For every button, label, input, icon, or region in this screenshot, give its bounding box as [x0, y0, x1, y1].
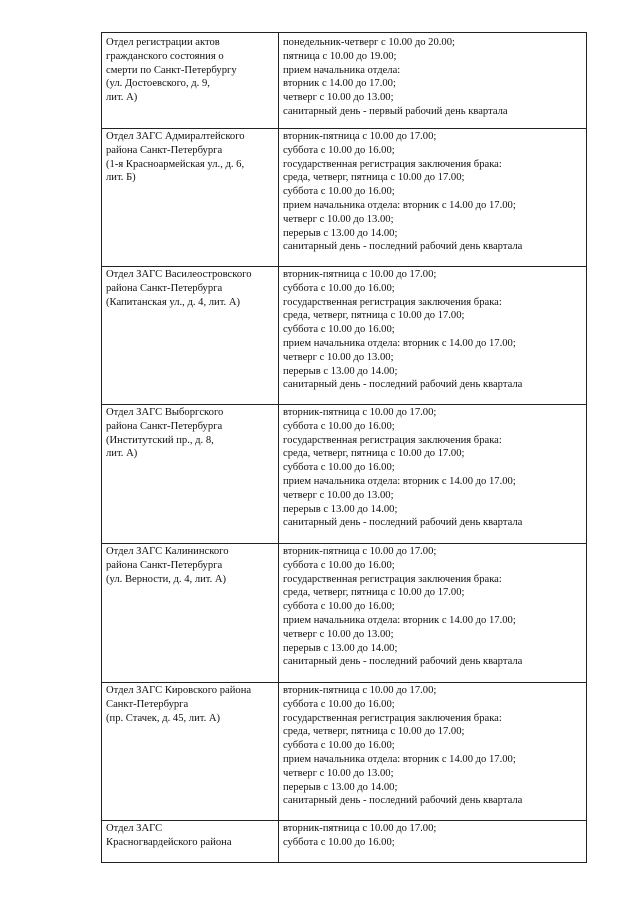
- schedule-line: суббота с 10.00 до 16.00;: [283, 836, 395, 848]
- schedule-line: государственная регистрация заключения брака:: [283, 296, 502, 308]
- office-name-cell: [102, 405, 279, 544]
- office-name-line: района Санкт-Петербурга: [106, 144, 223, 156]
- office-name-line: Отдел регистрации актов: [106, 37, 220, 48]
- office-name-line: лит. Б): [106, 172, 136, 184]
- table-body: [102, 33, 587, 863]
- schedule-line: вторник-пятница с 10.00 до 17.00;: [283, 823, 437, 834]
- schedule-cell: [279, 683, 587, 821]
- office-name-cell: [102, 129, 279, 267]
- schedule-line: понедельник-четверг с 10.00 до 20.00;: [283, 37, 455, 48]
- schedule-line: вторник-пятница с 10.00 до 17.00;: [283, 269, 437, 280]
- schedule-line: прием начальника отдела: вторник с 14.00 до 17.00;: [283, 614, 516, 626]
- office-name-cell: [102, 683, 279, 821]
- schedule-cell: [279, 821, 587, 863]
- schedule-line: перерыв с 13.00 до 14.00;: [283, 227, 398, 239]
- schedule-line: суббота с 10.00 до 16.00;: [283, 144, 395, 156]
- schedule-line: пятница с 10.00 до 19.00;: [283, 50, 397, 62]
- schedule-line: четверг с 10.00 до 13.00;: [283, 767, 394, 779]
- schedule-cell: [279, 267, 587, 405]
- schedule-line: суббота с 10.00 до 16.00;: [283, 698, 395, 710]
- table-row: [102, 129, 587, 267]
- schedule-line: суббота с 10.00 до 16.00;: [283, 420, 395, 432]
- schedule-line: суббота с 10.00 до 16.00;: [283, 559, 395, 571]
- schedule-line: четверг с 10.00 до 13.00;: [283, 351, 394, 363]
- schedule-line: вторник-пятница с 10.00 до 17.00;: [283, 131, 437, 142]
- schedule-line: вторник-пятница с 10.00 до 17.00;: [283, 685, 437, 696]
- schedule-line: санитарный день - последний рабочий день квартала: [283, 656, 523, 668]
- schedule-line: прием начальника отдела: вторник с 14.00 до 17.00;: [283, 199, 516, 211]
- table-row: [102, 33, 587, 129]
- schedule-line: суббота с 10.00 до 16.00;: [283, 740, 395, 752]
- schedule-line: перерыв с 13.00 до 14.00;: [283, 642, 398, 654]
- schedule-cell: [279, 129, 587, 267]
- schedule-line: четверг с 10.00 до 13.00;: [283, 92, 394, 104]
- office-name-line: гражданского состояния о: [106, 50, 224, 62]
- office-name-line: (Капитанская ул., д. 4, лит. А): [106, 296, 241, 308]
- office-name-line: (Институтский пр., д. 8,: [106, 434, 214, 446]
- office-name-line: (ул. Верности, д. 4, лит. А): [106, 573, 227, 585]
- office-name-line: Санкт-Петербурга: [106, 698, 189, 710]
- office-name-line: района Санкт-Петербурга: [106, 559, 223, 571]
- schedule-line: суббота с 10.00 до 16.00;: [283, 601, 395, 613]
- schedule-line: перерыв с 13.00 до 14.00;: [283, 503, 398, 515]
- schedule-line: вторник с 14.00 до 17.00;: [283, 78, 396, 90]
- office-name-cell: [102, 821, 279, 863]
- schedule-line: прием начальника отдела: вторник с 14.00 до 17.00;: [283, 753, 516, 765]
- office-name-line: Отдел ЗАГС Выборгского: [106, 407, 224, 418]
- schedule-line: среда, четверг, пятница с 10.00 до 17.00;: [283, 172, 465, 184]
- office-name-line: Красногвардейского района: [106, 836, 232, 848]
- schedule-line: перерыв с 13.00 до 14.00;: [283, 781, 398, 793]
- schedule-line: среда, четверг, пятница с 10.00 до 17.00;: [283, 310, 465, 322]
- office-name-line: лит. А): [106, 448, 138, 460]
- office-name-line: района Санкт-Петербурга: [106, 420, 223, 432]
- office-name-line: лит. А): [106, 92, 138, 104]
- office-name-line: смерти по Санкт-Петербургу: [106, 64, 237, 76]
- schedule-line: государственная регистрация заключения брака:: [283, 158, 502, 170]
- schedule-line: четверг с 10.00 до 13.00;: [283, 489, 394, 501]
- office-name-line: (пр. Стачек, д. 45, лит. А): [106, 712, 221, 724]
- schedule-line: санитарный день - последний рабочий день квартала: [283, 795, 523, 807]
- schedule-line: четверг с 10.00 до 13.00;: [283, 213, 394, 225]
- office-name-line: Отдел ЗАГС: [106, 823, 163, 834]
- schedule-line: среда, четверг, пятница с 10.00 до 17.00;: [283, 448, 465, 460]
- office-name-line: (ул. Достоевского, д. 9,: [106, 78, 210, 90]
- schedule-line: санитарный день - первый рабочий день квартала: [283, 105, 508, 117]
- schedule-line: государственная регистрация заключения брака:: [283, 712, 502, 724]
- schedule-cell: [279, 544, 587, 683]
- schedule-line: суббота с 10.00 до 16.00;: [283, 462, 395, 474]
- office-name-line: Отдел ЗАГС Калининского: [106, 546, 229, 557]
- table-row: [102, 683, 587, 821]
- office-name-line: Отдел ЗАГС Кировского района: [106, 685, 252, 696]
- schedule-line: суббота с 10.00 до 16.00;: [283, 324, 395, 336]
- schedule-cell: [279, 405, 587, 544]
- office-name-line: (1-я Красноармейская ул., д. 6,: [106, 158, 245, 170]
- table-row: [102, 544, 587, 683]
- schedule-line: прием начальника отдела: вторник с 14.00 до 17.00;: [283, 337, 516, 349]
- schedule-line: четверг с 10.00 до 13.00;: [283, 628, 394, 640]
- office-name-line: района Санкт-Петербурга: [106, 282, 223, 294]
- schedule-cell: [279, 33, 587, 129]
- schedule-line: среда, четверг, пятница с 10.00 до 17.00;: [283, 587, 465, 599]
- schedule-line: суббота с 10.00 до 16.00;: [283, 282, 395, 294]
- office-name-cell: [102, 544, 279, 683]
- schedule-line: санитарный день - последний рабочий день квартала: [283, 241, 523, 253]
- schedule-line: перерыв с 13.00 до 14.00;: [283, 365, 398, 377]
- schedule-line: государственная регистрация заключения брака:: [283, 573, 502, 585]
- schedule-line: санитарный день - последний рабочий день квартала: [283, 517, 523, 529]
- office-name-line: Отдел ЗАГС Адмиралтейского: [106, 131, 245, 142]
- registry-office-schedule-table: [101, 32, 587, 863]
- schedule-line: суббота с 10.00 до 16.00;: [283, 186, 395, 198]
- schedule-line: государственная регистрация заключения брака:: [283, 434, 502, 446]
- table-row: [102, 821, 587, 863]
- table-row: [102, 405, 587, 544]
- schedule-line: прием начальника отдела: вторник с 14.00 до 17.00;: [283, 475, 516, 487]
- office-name-cell: [102, 33, 279, 129]
- schedule-line: санитарный день - последний рабочий день квартала: [283, 379, 523, 391]
- table-row: [102, 267, 587, 405]
- schedule-line: вторник-пятница с 10.00 до 17.00;: [283, 546, 437, 557]
- schedule-line: вторник-пятница с 10.00 до 17.00;: [283, 407, 437, 418]
- schedule-line: прием начальника отдела:: [283, 64, 401, 76]
- office-name-line: Отдел ЗАГС Василеостровского: [106, 269, 252, 280]
- schedule-line: среда, четверг, пятница с 10.00 до 17.00;: [283, 726, 465, 738]
- office-name-cell: [102, 267, 279, 405]
